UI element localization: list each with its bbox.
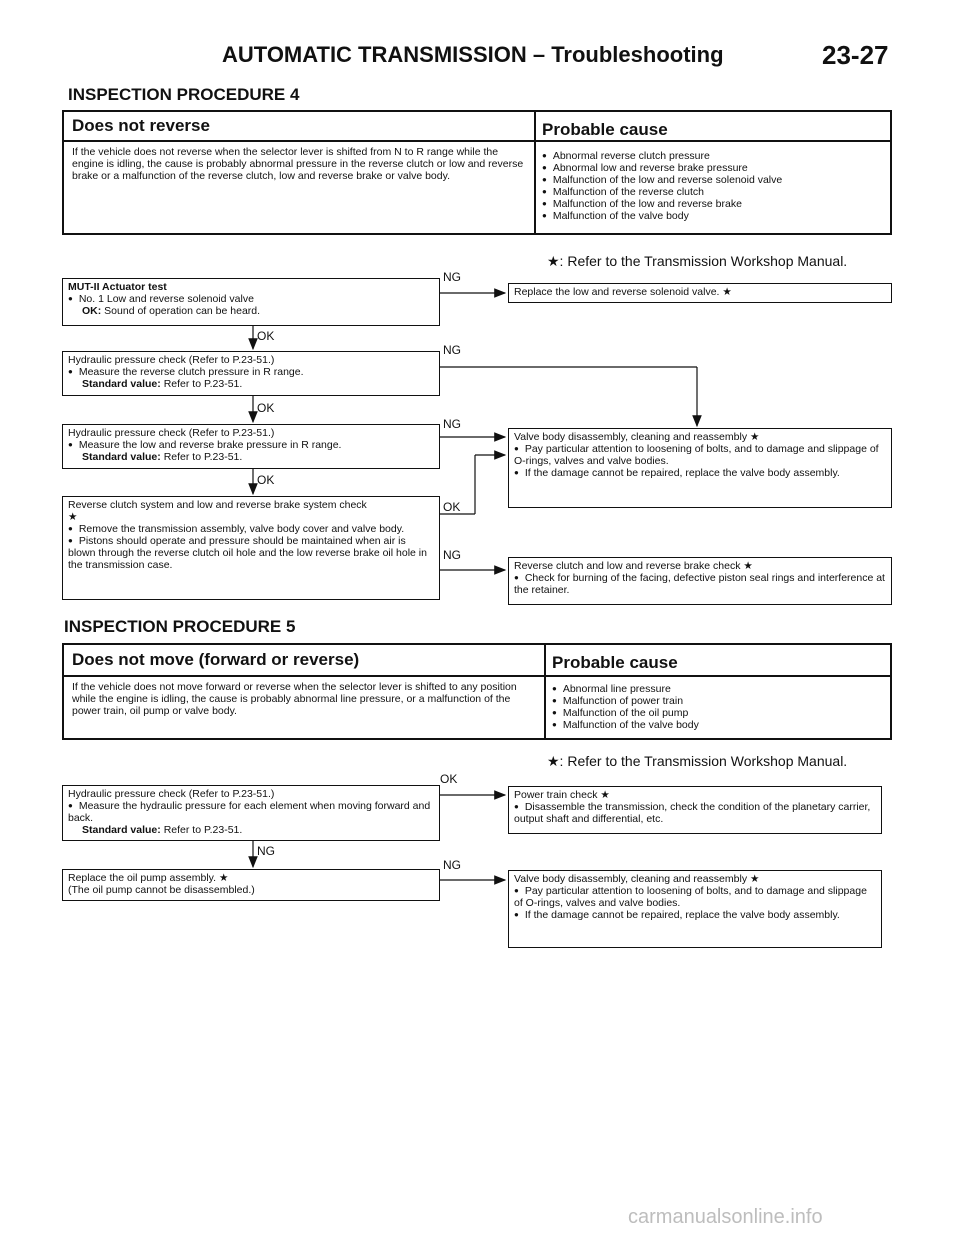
std-text: Refer to P.23-51. <box>163 824 243 836</box>
step-line: Hydraulic pressure check (Refer to P.23-51.) <box>68 427 275 439</box>
ng-label: NG <box>443 548 461 562</box>
result-item: ● If the damage cannot be repaired, replace the valve body assembly. <box>514 467 886 479</box>
cause-item: ● Malfunction of the valve body <box>542 210 887 222</box>
cause-item: ● Malfunction of power train <box>552 695 887 707</box>
std-text: Refer to P.23-51. <box>163 451 243 463</box>
step-item: ● Remove the transmission assembly, valve body cover and valve body. <box>68 523 434 535</box>
cause-item: ● Malfunction of the low and reverse solenoid valve <box>542 174 887 186</box>
cause-item: ● Malfunction of the reverse clutch <box>542 186 887 198</box>
footer-watermark: carmanualsonline.info <box>628 1206 823 1228</box>
star-icon: ★ <box>68 511 78 523</box>
ok-label: OK <box>443 500 461 514</box>
step-item: ● No. 1 Low and reverse solenoid valve <box>68 293 434 305</box>
cause-item: ● Abnormal reverse clutch pressure <box>542 150 887 162</box>
cause-item: ● Malfunction of the low and reverse brake <box>542 198 887 210</box>
proc4-cause-heading: Probable cause <box>542 120 668 139</box>
result-line: Valve body disassembly, cleaning and reassembly ★ <box>514 431 760 443</box>
page-number: 23-27 <box>822 40 889 70</box>
step-line: Replace the oil pump assembly. ★ <box>68 872 229 884</box>
result-item: ● Pay particular attention to loosening of bolts, and to damage and slippage of O-rings, valves and valve bodies. <box>514 885 876 909</box>
result-line: Replace the low and reverse solenoid valve. ★ <box>514 286 732 298</box>
std-text: Refer to P.23-51. <box>163 378 243 390</box>
result-line: Reverse clutch and low and reverse brake check ★ <box>514 560 753 572</box>
std-label: Standard value: <box>82 378 161 390</box>
cause-item: ● Malfunction of the valve body <box>552 719 887 731</box>
ng-label: NG <box>443 858 461 872</box>
step-item: ● Measure the low and reverse brake pressure in R range. <box>68 439 434 451</box>
result-item: ● Pay particular attention to loosening of bolts, and to damage and slippage of O-rings, valves and valve bodies. <box>514 443 886 467</box>
proc5-note: ★: Refer to the Transmission Workshop Manual. <box>547 753 848 769</box>
result-line: Power train check ★ <box>514 789 610 801</box>
ok-label: OK <box>257 329 275 343</box>
proc4-note: ★: Refer to the Transmission Workshop Manual. <box>547 253 848 269</box>
step-title: MUT-II Actuator test <box>68 281 167 293</box>
proc5-cause-heading: Probable cause <box>552 653 678 672</box>
ng-label: NG <box>443 270 461 284</box>
page-header-title: AUTOMATIC TRANSMISSION – Troubleshooting <box>222 42 724 67</box>
step-line: Reverse clutch system and low and reverse brake system check <box>68 499 367 511</box>
proc4-title: INSPECTION PROCEDURE 4 <box>68 85 300 104</box>
ng-label: NG <box>443 343 461 357</box>
ng-label: NG <box>257 844 275 858</box>
step-item: ● Pistons should operate and pressure should be maintained when air is blown through the reverse clutch oil hole and the low reverse brake oil hole in the transmission case. <box>68 535 434 571</box>
result-item: ● If the damage cannot be repaired, replace the valve body assembly. <box>514 909 876 921</box>
result-item: ● Check for burning of the facing, defective piston seal rings and interference at the retainer. <box>514 572 886 596</box>
ok-label: OK <box>257 473 275 487</box>
cause-item: ● Malfunction of the oil pump <box>552 707 887 719</box>
proc4-symptom-heading: Does not reverse <box>72 116 210 135</box>
step-item: ● Measure the hydraulic pressure for each element when moving forward and back. <box>68 800 434 824</box>
proc5-title: INSPECTION PROCEDURE 5 <box>64 617 296 636</box>
ok-label: OK <box>257 401 275 415</box>
std-label: Standard value: <box>82 451 161 463</box>
result-item: ● Disassemble the transmission, check the condition of the planetary carrier, output shaft and differential, etc. <box>514 801 876 825</box>
step-item: ● Measure the reverse clutch pressure in R range. <box>68 366 434 378</box>
cause-item: ● Abnormal line pressure <box>552 683 887 695</box>
ng-label: NG <box>443 417 461 431</box>
step-line: (The oil pump cannot be disassembled.) <box>68 884 255 896</box>
proc5-symptom-text: If the vehicle does not move forward or reverse when the selector lever is shifted to any position while the engine is idling, the cause is probably abnormal line pressure, or a malfunction of the power train, oil pump or valve body. <box>72 681 517 717</box>
ok-label: OK: <box>82 305 102 317</box>
result-line: Valve body disassembly, cleaning and reassembly ★ <box>514 873 760 885</box>
cause-item: ● Abnormal low and reverse brake pressure <box>542 162 887 174</box>
std-label: Standard value: <box>82 824 161 836</box>
step-line: Hydraulic pressure check (Refer to P.23-51.) <box>68 354 275 366</box>
proc5-symptom-heading: Does not move (forward or reverse) <box>72 650 360 669</box>
ok-label: OK <box>440 772 458 786</box>
ok-text: Sound of operation can be heard. <box>104 305 261 317</box>
step-line: Hydraulic pressure check (Refer to P.23-51.) <box>68 788 275 800</box>
proc4-symptom-text: If the vehicle does not reverse when the selector lever is shifted from N to R range while the engine is idling, the cause is probably abnormal pressure in the reverse clutch or low and reverse brake or a malfunction of the reverse clutch, low and reverse brake or valve body. <box>72 146 524 182</box>
